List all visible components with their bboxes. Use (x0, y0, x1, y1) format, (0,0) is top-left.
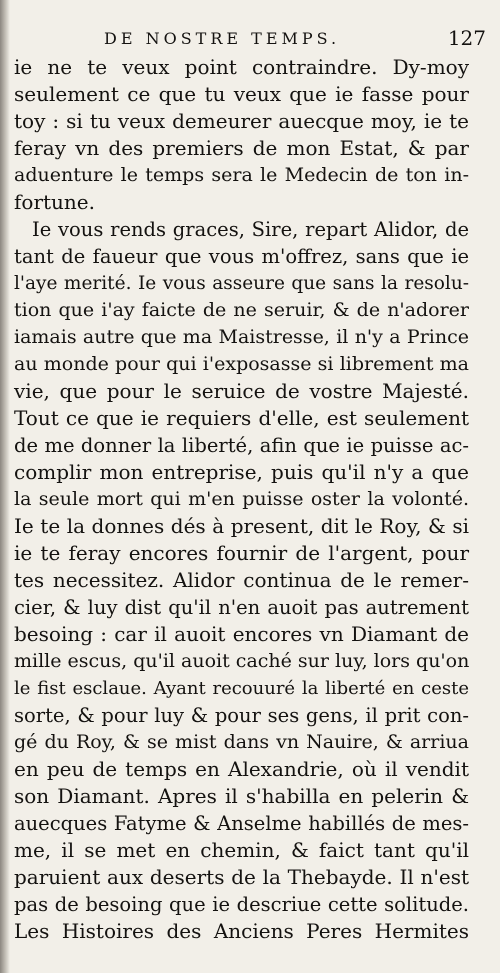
text-line: me, il se met en chemin, & faict tant qu'il (14, 838, 469, 862)
text-line: en peu de temps en Alexandrie, où il vendit (14, 757, 469, 781)
text-line: mille escus, qu'il auoit caché sur luy, lors qu'on (14, 650, 470, 672)
text-line: pas de besoing que ie descriue cette solitude. (14, 893, 469, 916)
text-line: son Diamant. Apres il s'habilla en pelerin & (14, 784, 469, 808)
text-line: le fist esclaue. Ayant recouuré la liberté en ceste (14, 678, 469, 699)
text-line: tion que i'ay faicte de ne seruir, & de n'adorer (14, 299, 469, 321)
text-line: l'aye merité. Ie vous asseure que sans la resolu- (14, 273, 469, 294)
text-line: paruient aux deserts de la Thebayde. Il n'est (14, 865, 469, 889)
text-line: besoing : car il auoit encores vn Diamant de (14, 622, 469, 646)
text-line: tes necessitez. Alidor continua de le remer- (14, 568, 469, 592)
text-line: complir mon entreprise, puis qu'il n'y a que (14, 460, 469, 484)
text-line: feray vn des premiers de mon Estat, & par (14, 136, 469, 160)
text-line: auecques Fatyme & Anselme habillés de mes- (14, 812, 469, 835)
text-line: seulement ce que tu veux que ie fasse pour (14, 82, 469, 106)
text-line: de me donner la liberté, afin que ie puisse ac- (14, 434, 469, 457)
running-head (0, 26, 500, 50)
text-line: tant de faueur que vous m'offrez, sans que ie (14, 245, 469, 268)
text-line: ie te feray encores fournir de l'argent, pour (14, 541, 469, 565)
text-line: Ie te la donnes dés à present, dit le Roy, & si (14, 514, 469, 538)
text-line: Tout ce que ie requiers d'elle, est seulement (14, 406, 469, 430)
text-line: iamais autre que ma Maistresse, il n'y a Prince (14, 326, 469, 348)
text-line: aduenture le temps sera le Medecin de ton in- (14, 164, 469, 186)
page-number: 127 (447, 26, 486, 50)
text-line: fortune. (14, 190, 95, 214)
page-gutter-shadow (0, 0, 10, 973)
text-line: ie ne te veux point contraindre. Dy-moy (14, 55, 469, 79)
text-line: sorte, & pour luy & pour ses gens, il prit con- (14, 704, 469, 727)
text-line: toy : si tu veux demeurer auecque moy, ie te (14, 109, 469, 133)
text-line: au monde pour qui i'exposasse si librement ma (14, 353, 469, 375)
text-line: gé du Roy, & se mist dans vn Nauire, & arriua (14, 731, 469, 753)
text-line: Les Histoires des Anciens Peres Hermites (14, 919, 469, 943)
text-line: cier, & luy dist qu'il n'en auoit pas autrement (14, 596, 469, 619)
running-title: DE NOSTRE TEMPS. (104, 29, 341, 48)
text-line: Ie vous rends graces, Sire, repart Alidor, de (32, 218, 469, 241)
text-line: la seule mort qui m'en puisse oster la volonté. (14, 488, 469, 510)
text-line: vie, que pour le seruice de vostre Majesté. (14, 379, 469, 403)
